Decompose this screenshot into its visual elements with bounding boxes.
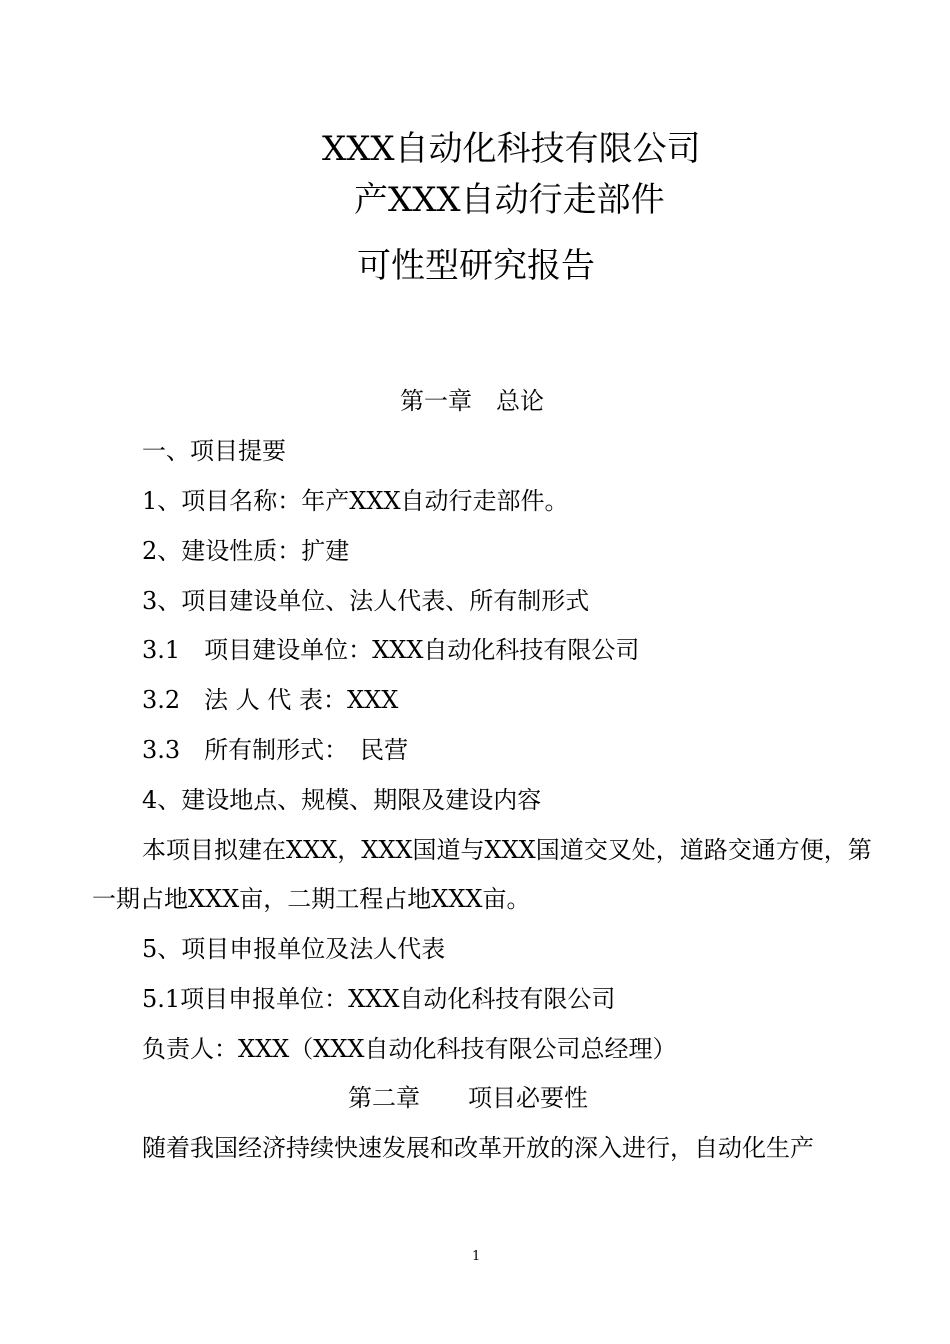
paragraph-location-line-2: 一期占地XXX亩，二期工程占地XXX亩。	[92, 885, 531, 913]
chapter-2-heading: 第二章 项目必要性	[348, 1084, 588, 1112]
paragraph-location-line-1: 本项目拟建在XXX，XXX国道与XXX国道交叉处，道路交通方便，第	[142, 836, 872, 864]
title-line-1: XXX自动化科技有限公司	[322, 129, 701, 169]
title-line-3: 可性型研究报告	[357, 246, 595, 286]
item-location-scale: 4、建设地点、规模、期限及建设内容	[142, 786, 542, 814]
item-3-2: 3.2 法 人 代 表：XXX	[142, 686, 399, 714]
title-line-2: 产XXX自动行走部件	[354, 180, 665, 220]
chapter-1-heading: 第一章 总论	[400, 387, 544, 415]
item-3-1: 3.1 项目建设单位：XXX自动化科技有限公司	[142, 636, 640, 664]
item-5-1: 5.1项目申报单位：XXX自动化科技有限公司	[142, 985, 616, 1013]
section-project-summary: 一、项目提要	[142, 437, 286, 465]
item-construction-unit: 3、项目建设单位、法人代表、所有制形式	[142, 587, 590, 615]
item-applicant-unit: 5、项目申报单位及法人代表	[142, 935, 446, 963]
item-construction-nature: 2、建设性质：扩建	[142, 537, 350, 565]
item-3-3: 3.3 所有制形式： 民营	[142, 736, 409, 764]
page-number: 1	[472, 1249, 481, 1264]
chapter-2-paragraph-line-1: 随着我国经济持续快速发展和改革开放的深入进行，自动化生产	[142, 1134, 814, 1162]
item-responsible-person: 负责人：XXX（XXX自动化科技有限公司总经理）	[142, 1035, 677, 1063]
item-project-name: 1、项目名称：年产XXX自动行走部件。	[142, 487, 569, 515]
